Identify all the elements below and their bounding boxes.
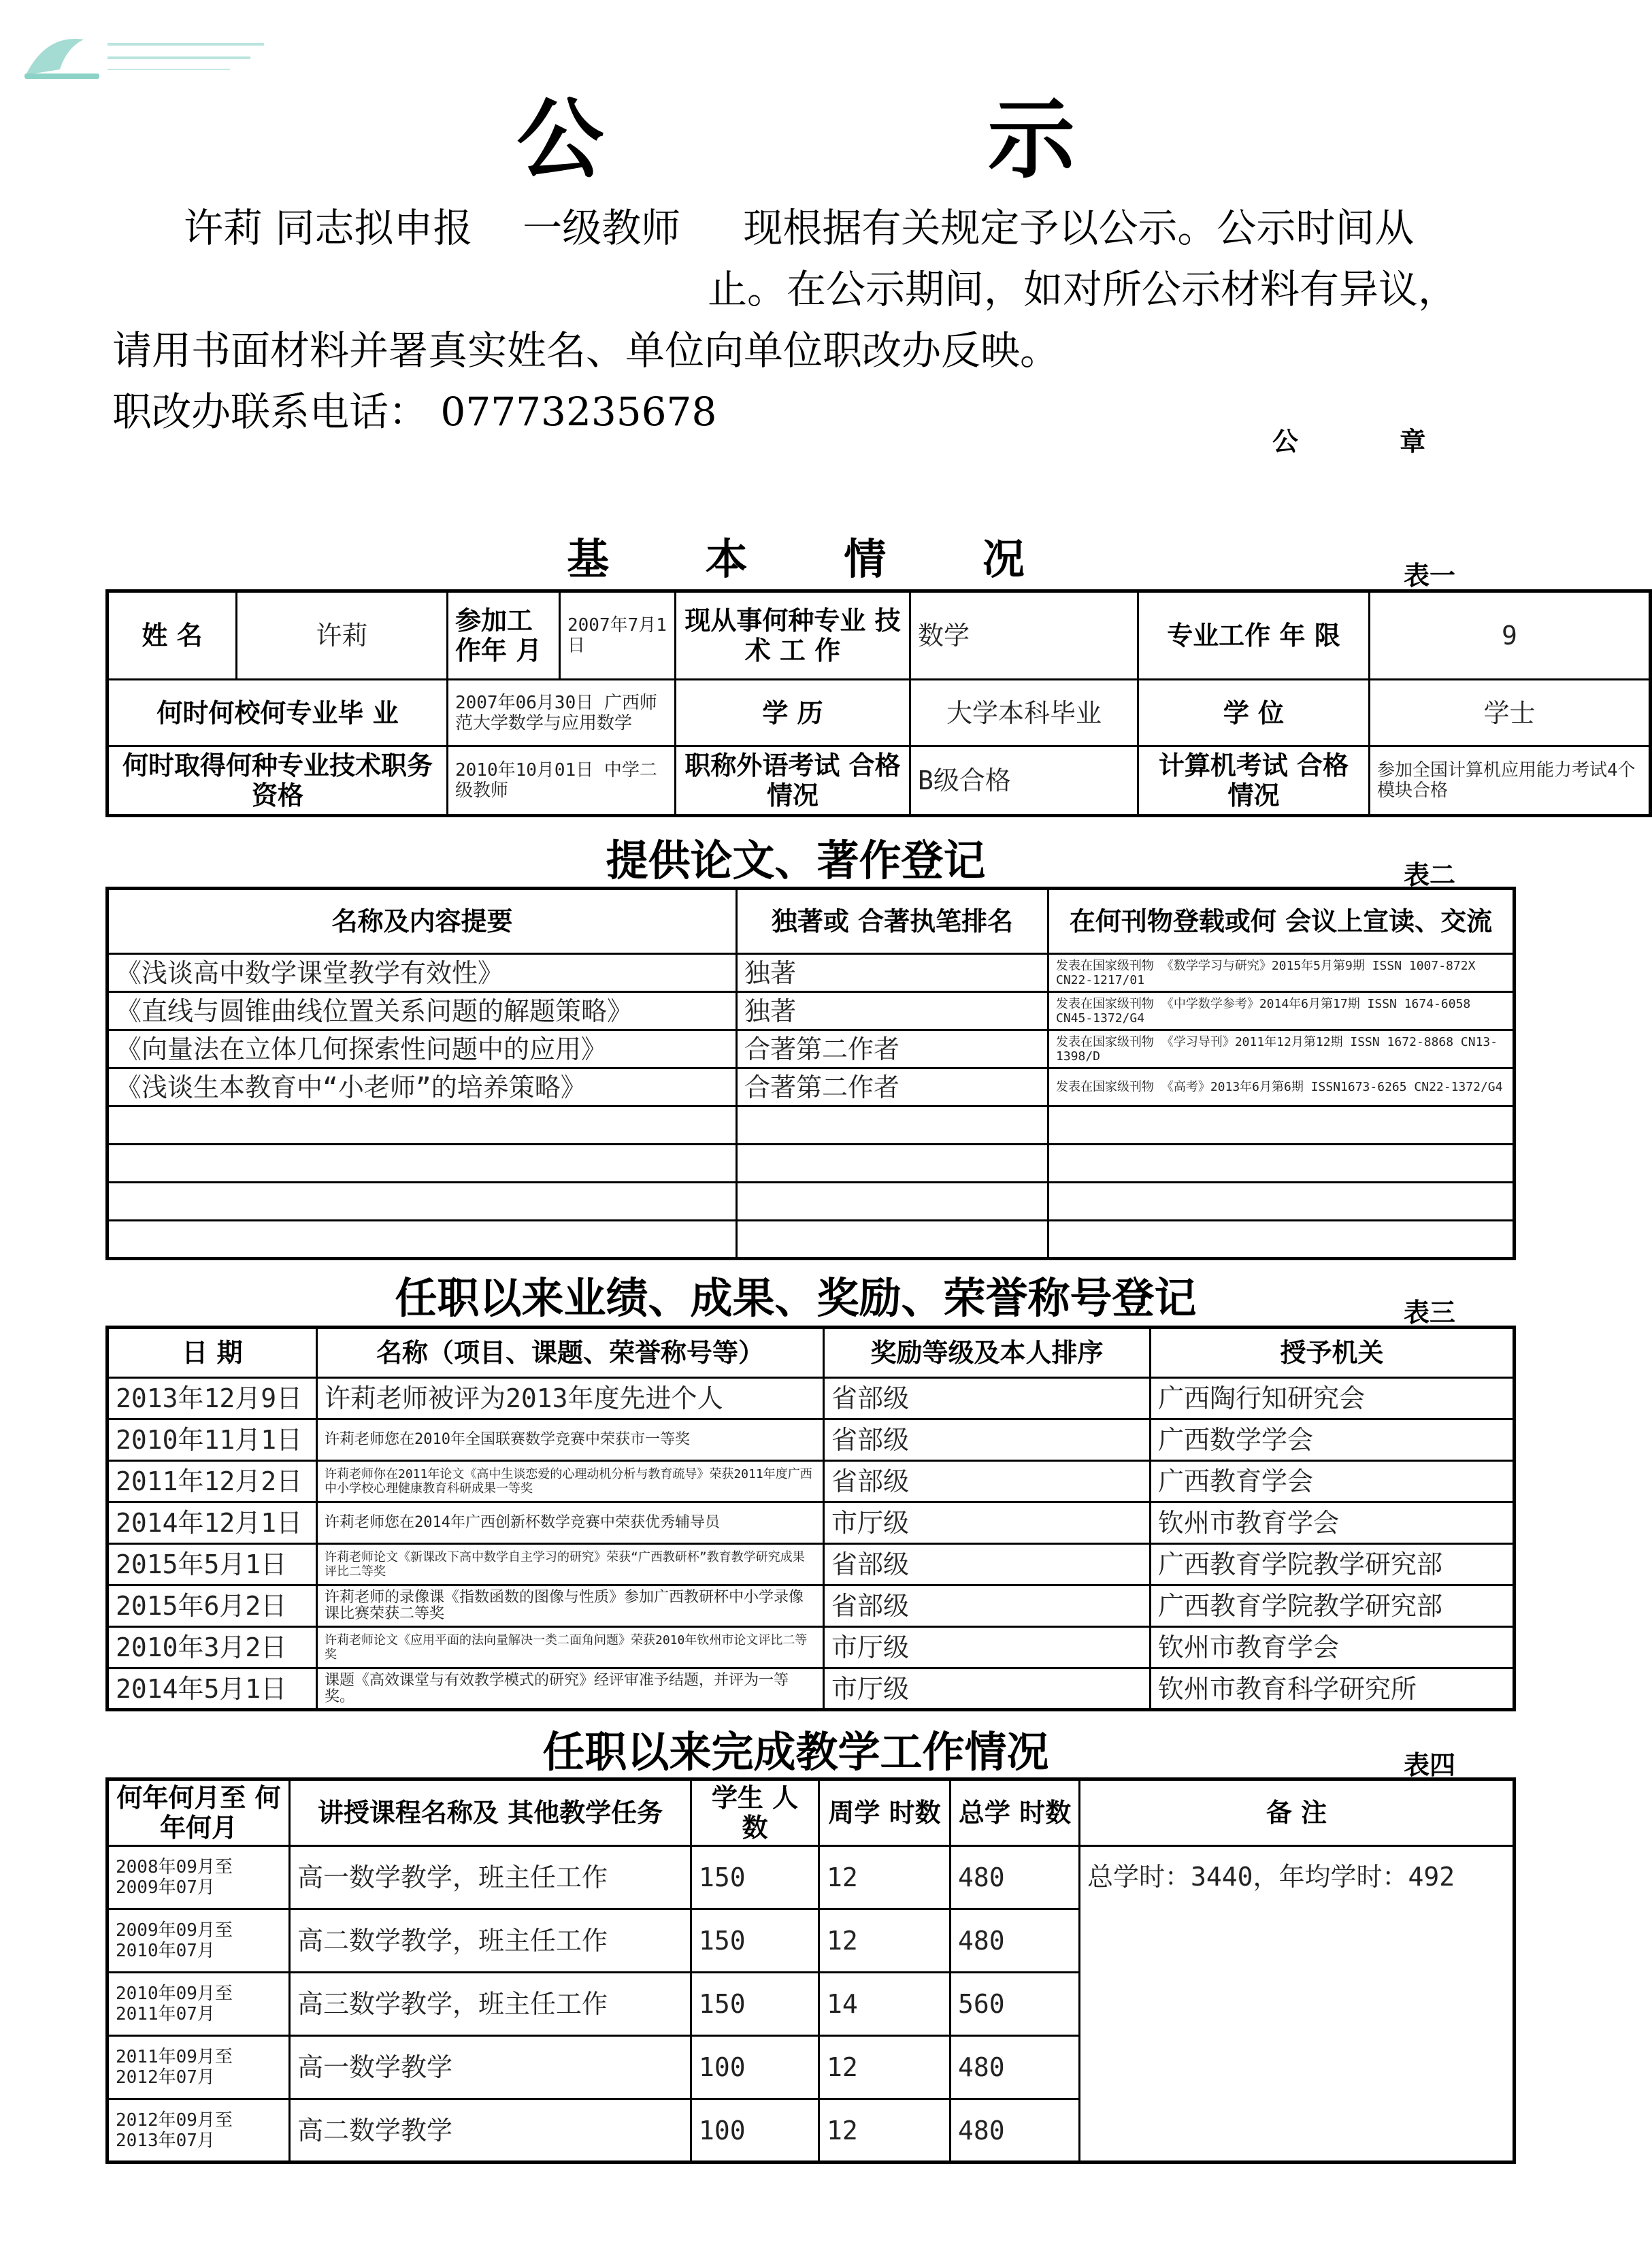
award-authority: 钦州市教育科学研究所 bbox=[1151, 1669, 1515, 1710]
years-value: 9 bbox=[1370, 591, 1651, 680]
teaching-course: 高一数学教学，班主任工作 bbox=[290, 1846, 691, 1909]
table2-number: 表二 bbox=[1403, 859, 1455, 890]
basic-info-table bbox=[105, 589, 1652, 817]
paper-row bbox=[108, 1145, 1515, 1183]
table3-number: 表三 bbox=[1403, 1297, 1455, 1328]
teaching-weekly-hours: 12 bbox=[819, 2036, 951, 2099]
paper-title: 《直线与圆锥曲线位置关系问题的解题策略》 bbox=[108, 992, 737, 1030]
award-row bbox=[108, 1669, 1515, 1710]
award-row bbox=[108, 1419, 1515, 1461]
degree-value: 学士 bbox=[1370, 680, 1651, 746]
award-authority: 广西教育学院教学研究部 bbox=[1151, 1544, 1515, 1585]
language-exam-label: 职称外语考试 合格情况 bbox=[676, 746, 910, 816]
papers-header-name: 名称及内容提要 bbox=[108, 889, 737, 954]
notice-line-3: 请用书面材料并署真实姓名、单位向单位职改办反映。 bbox=[112, 327, 1060, 374]
award-name: 许莉老师您在2010年全国联赛数学竞赛中荣获市一等奖 bbox=[317, 1419, 824, 1461]
award-authority: 广西数学学会 bbox=[1151, 1419, 1515, 1461]
notice-line-1: 许莉 同志拟申报 一级教师 现根据有关规定予以公示。公示时间从 bbox=[184, 205, 1415, 251]
graduation-value: 2007年06月30日 广西师范大学数学与应用数学 bbox=[448, 680, 676, 746]
paper-title bbox=[108, 1183, 737, 1221]
work-start-value: 2007年7月1日 bbox=[560, 591, 676, 680]
contact-phone-line: 职改办联系电话： 07773235678 bbox=[112, 389, 717, 435]
computer-exam-label: 计算机考试 合格情况 bbox=[1138, 746, 1370, 816]
papers-header-journal: 在何刊物登载或何 会议上宣读、交流 bbox=[1048, 889, 1515, 954]
paper-row bbox=[108, 1068, 1515, 1106]
teaching-weekly-hours: 12 bbox=[819, 2099, 951, 2163]
award-date: 2014年5月1日 bbox=[108, 1669, 317, 1710]
paper-author-rank bbox=[737, 1145, 1048, 1183]
teaching-row bbox=[108, 1846, 1515, 1909]
awards-table bbox=[105, 1326, 1516, 1711]
award-date: 2010年11月1日 bbox=[108, 1419, 317, 1461]
paper-journal bbox=[1048, 1106, 1515, 1145]
paper-journal bbox=[1048, 1183, 1515, 1221]
teaching-header-period: 何年何月至 何年何月 bbox=[108, 1779, 290, 1846]
award-level: 市厅级 bbox=[824, 1669, 1151, 1710]
paper-title bbox=[108, 1145, 737, 1183]
award-date: 2014年12月1日 bbox=[108, 1502, 317, 1544]
award-authority: 广西陶行知研究会 bbox=[1151, 1378, 1515, 1419]
award-name: 许莉老师论文《新课改下高中数学自主学习的研究》荣获“广西教研杯”教育教学研究成果评比二等奖 bbox=[317, 1544, 824, 1585]
teaching-period: 2008年09月至 2009年07月 bbox=[108, 1846, 290, 1909]
teaching-course: 高二数学教学 bbox=[290, 2099, 691, 2163]
award-level: 省部级 bbox=[824, 1378, 1151, 1419]
award-authority: 钦州市教育学会 bbox=[1151, 1502, 1515, 1544]
teaching-total-hours: 480 bbox=[951, 2099, 1080, 2163]
award-date: 2015年5月1日 bbox=[108, 1544, 317, 1585]
paper-journal bbox=[1048, 1221, 1515, 1259]
paper-journal: 发表在国家级刊物 《高考》2013年6月第6期 ISSN1673-6265 CN22-1372/G4 bbox=[1048, 1068, 1515, 1106]
award-level: 省部级 bbox=[824, 1544, 1151, 1585]
award-name: 许莉老师您在2014年广西创新杯数学竞赛中荣获优秀辅导员 bbox=[317, 1502, 824, 1544]
teaching-total-hours: 480 bbox=[951, 2036, 1080, 2099]
teaching-weekly-hours: 12 bbox=[819, 1846, 951, 1909]
paper-row bbox=[108, 1183, 1515, 1221]
award-name: 许莉老师的录像课《指数函数的图像与性质》参加广西教研杯中小学录像课比赛荣获二等奖 bbox=[317, 1585, 824, 1627]
teaching-header-weekly: 周学 时数 bbox=[819, 1779, 951, 1846]
teaching-students: 100 bbox=[691, 2036, 819, 2099]
awards-header-level: 奖励等级及本人排序 bbox=[824, 1328, 1151, 1378]
computer-exam-value: 参加全国计算机应用能力考试4个模块合格 bbox=[1370, 746, 1651, 816]
notice-line-2: 止。在公示期间，如对所公示材料有异议， bbox=[708, 266, 1458, 312]
table3-title: 任职以来业绩、成果、奖励、荣誉称号登记 bbox=[395, 1273, 1197, 1323]
teaching-total-hours: 480 bbox=[951, 1846, 1080, 1909]
award-date: 2010年3月2日 bbox=[108, 1627, 317, 1669]
teaching-header-remark: 备 注 bbox=[1080, 1779, 1515, 1846]
award-name: 课题《高效课堂与有效教学模式的研究》经评审准予结题，并评为一等奖。 bbox=[317, 1669, 824, 1710]
teaching-header-total: 总学 时数 bbox=[951, 1779, 1080, 1846]
paper-row bbox=[108, 954, 1515, 992]
award-row bbox=[108, 1627, 1515, 1669]
award-row bbox=[108, 1585, 1515, 1627]
award-row bbox=[108, 1378, 1515, 1419]
table4-number: 表四 bbox=[1403, 1749, 1455, 1780]
teaching-weekly-hours: 14 bbox=[819, 1973, 951, 2036]
teaching-course: 高二数学教学，班主任工作 bbox=[290, 1909, 691, 1973]
education-value: 大学本科毕业 bbox=[910, 680, 1138, 746]
name-value: 许莉 bbox=[237, 591, 448, 680]
award-row bbox=[108, 1461, 1515, 1502]
paper-title bbox=[108, 1106, 737, 1145]
award-row bbox=[108, 1544, 1515, 1585]
teaching-remark: 总学时：3440，年均学时：492 bbox=[1080, 1846, 1515, 2163]
paper-row bbox=[108, 1221, 1515, 1259]
award-level: 省部级 bbox=[824, 1585, 1151, 1627]
award-authority: 广西教育学院教学研究部 bbox=[1151, 1585, 1515, 1627]
paper-author-rank bbox=[737, 1183, 1048, 1221]
major-value: 数学 bbox=[910, 591, 1138, 680]
award-row bbox=[108, 1502, 1515, 1544]
teaching-students: 100 bbox=[691, 2099, 819, 2163]
name-label: 姓 名 bbox=[108, 591, 237, 680]
award-authority: 广西教育学会 bbox=[1151, 1461, 1515, 1502]
paper-author-rank: 合著第二作者 bbox=[737, 1068, 1048, 1106]
teaching-students: 150 bbox=[691, 1973, 819, 2036]
qualification-label: 何时取得何种专业技术职务资格 bbox=[108, 746, 448, 816]
teaching-table bbox=[105, 1777, 1516, 2164]
paper-journal: 发表在国家级刊物 《数学学习与研究》2015年5月第9期 ISSN 1007-872X CN22-1217/01 bbox=[1048, 954, 1515, 992]
awards-header-authority: 授予机关 bbox=[1151, 1328, 1515, 1378]
award-date: 2015年6月2日 bbox=[108, 1585, 317, 1627]
language-exam-value: B级合格 bbox=[910, 746, 1138, 816]
teaching-weekly-hours: 12 bbox=[819, 1909, 951, 1973]
award-date: 2013年12月9日 bbox=[108, 1378, 317, 1419]
teaching-course: 高三数学教学，班主任工作 bbox=[290, 1973, 691, 2036]
teaching-header-course: 讲授课程名称及 其他教学任务 bbox=[290, 1779, 691, 1846]
award-date: 2011年12月2日 bbox=[108, 1461, 317, 1502]
teaching-students: 150 bbox=[691, 1909, 819, 1973]
paper-title: 《向量法在立体几何探索性问题中的应用》 bbox=[108, 1030, 737, 1068]
notice-title: 公 示 bbox=[516, 88, 1252, 191]
table2-title: 提供论文、著作登记 bbox=[606, 836, 986, 885]
teaching-period: 2012年09月至 2013年07月 bbox=[108, 2099, 290, 2163]
official-seal-label: 公 章 bbox=[1272, 426, 1472, 457]
award-authority: 钦州市教育学会 bbox=[1151, 1627, 1515, 1669]
paper-row bbox=[108, 992, 1515, 1030]
award-name: 许莉老师你在2011年论文《高中生谈恋爱的心理动机分析与教育疏导》荣获2011年度广西中小学校心理健康教育科研成果一等奖 bbox=[317, 1461, 824, 1502]
degree-label: 学 位 bbox=[1138, 680, 1370, 746]
award-level: 省部级 bbox=[824, 1419, 1151, 1461]
paper-author-rank: 独著 bbox=[737, 992, 1048, 1030]
teaching-header-students: 学生 人数 bbox=[691, 1779, 819, 1846]
school-logo-watermark bbox=[19, 27, 278, 88]
work-start-label: 参加工作年 月 bbox=[448, 591, 560, 680]
teaching-total-hours: 480 bbox=[951, 1909, 1080, 1973]
years-label: 专业工作 年 限 bbox=[1138, 591, 1370, 680]
table1-title: 基 本 情 况 bbox=[567, 534, 1065, 584]
teaching-students: 150 bbox=[691, 1846, 819, 1909]
award-name: 许莉老师被评为2013年度先进个人 bbox=[317, 1378, 824, 1419]
paper-row bbox=[108, 1106, 1515, 1145]
papers-header-author: 独著或 合著执笔排名 bbox=[737, 889, 1048, 954]
award-name: 许莉老师论文《应用平面的法向量解决一类二面角问题》荣获2010年钦州市论文评比二等奖 bbox=[317, 1627, 824, 1669]
award-level: 市厅级 bbox=[824, 1502, 1151, 1544]
award-level: 市厅级 bbox=[824, 1627, 1151, 1669]
education-label: 学 历 bbox=[676, 680, 910, 746]
awards-header-date: 日 期 bbox=[108, 1328, 317, 1378]
teaching-period: 2010年09月至 2011年07月 bbox=[108, 1973, 290, 2036]
paper-author-rank bbox=[737, 1221, 1048, 1259]
paper-author-rank bbox=[737, 1106, 1048, 1145]
teaching-period: 2011年09月至 2012年07月 bbox=[108, 2036, 290, 2099]
teaching-period: 2009年09月至 2010年07月 bbox=[108, 1909, 290, 1973]
qualification-value: 2010年10月01日 中学二级教师 bbox=[448, 746, 676, 816]
teaching-course: 高一数学教学 bbox=[290, 2036, 691, 2099]
award-level: 省部级 bbox=[824, 1461, 1151, 1502]
papers-table bbox=[105, 887, 1516, 1260]
paper-author-rank: 独著 bbox=[737, 954, 1048, 992]
table4-title: 任职以来完成教学工作情况 bbox=[542, 1727, 1049, 1777]
awards-header-name: 名称（项目、课题、荣誉称号等） bbox=[317, 1328, 824, 1378]
paper-row bbox=[108, 1030, 1515, 1068]
paper-author-rank: 合著第二作者 bbox=[737, 1030, 1048, 1068]
paper-journal bbox=[1048, 1145, 1515, 1183]
graduation-label: 何时何校何专业毕 业 bbox=[108, 680, 448, 746]
paper-title bbox=[108, 1221, 737, 1259]
table1-number: 表一 bbox=[1403, 560, 1455, 591]
paper-title: 《浅谈高中数学课堂教学有效性》 bbox=[108, 954, 737, 992]
major-label: 现从事何种专业 技 术 工 作 bbox=[676, 591, 910, 680]
teaching-total-hours: 560 bbox=[951, 1973, 1080, 2036]
paper-journal: 发表在国家级刊物 《中学数学参考》2014年6月第17期 ISSN 1674-6058 CN45-1372/G4 bbox=[1048, 992, 1515, 1030]
paper-title: 《浅谈生本教育中“小老师”的培养策略》 bbox=[108, 1068, 737, 1106]
paper-journal: 发表在国家级刊物 《学习导刊》2011年12月第12期 ISSN 1672-8868 CN13-1398/D bbox=[1048, 1030, 1515, 1068]
